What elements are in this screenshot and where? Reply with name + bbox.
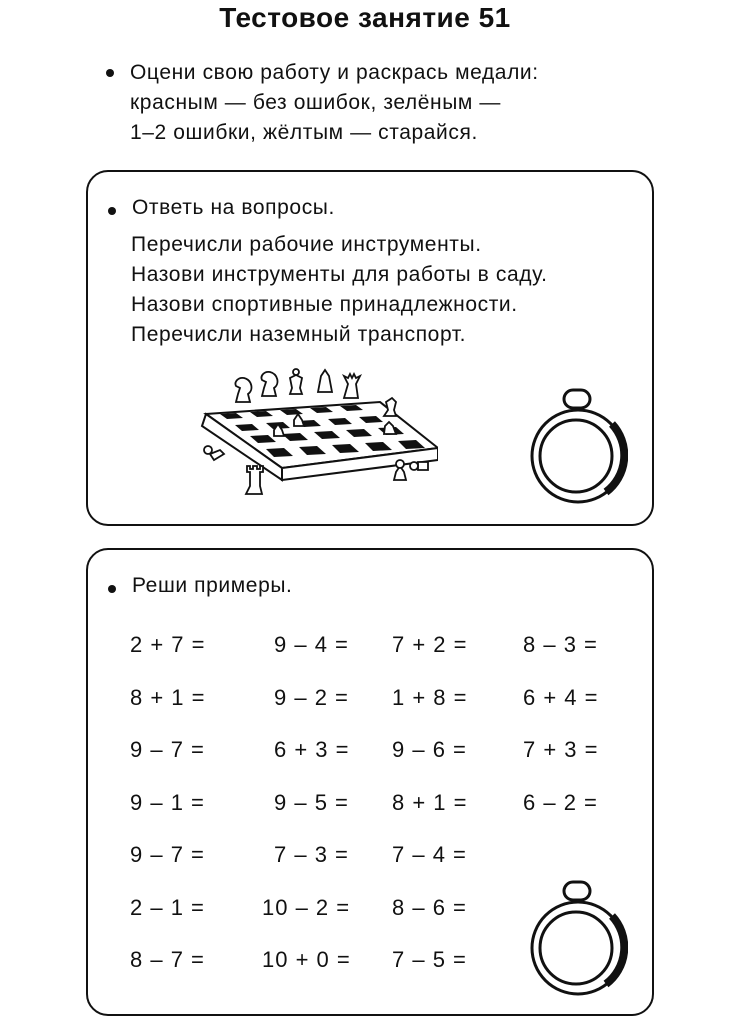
intro-instructions (106, 58, 539, 148)
question-item: Перечисли рабочие инструменты. (131, 233, 482, 256)
example-item: 6 + 3 = (274, 737, 350, 762)
chess-board-icon (198, 362, 438, 502)
example-item: 10 + 0 = (262, 947, 351, 972)
example-item: 8 – 7 = (130, 947, 205, 972)
example-item: 7 – 3 = (274, 842, 349, 867)
task-examples-box (86, 548, 654, 1016)
example-item: 7 + 2 = (392, 632, 468, 657)
question-item: Перечисли наземный транспорт. (131, 323, 467, 346)
example-item: 6 – 2 = (523, 790, 598, 815)
page-title: Тестовое занятие 51 (219, 2, 511, 33)
question-item: Назови инструменты для работы в саду. (131, 263, 548, 286)
example-item: 7 – 4 = (392, 842, 467, 867)
question-item: Назови спортивные принадлежности. (131, 293, 518, 316)
medal-icon (528, 388, 628, 506)
example-item: 8 – 3 = (523, 632, 598, 657)
example-item: 9 – 6 = (392, 737, 467, 762)
example-item: 10 – 2 = (262, 895, 351, 920)
example-item: 9 – 7 = (130, 842, 205, 867)
intro-line: красным — без ошибок, зелёным — (130, 91, 502, 114)
task-questions-box (86, 170, 654, 526)
task-examples-heading: Реши примеры. (108, 574, 292, 598)
intro-line: Оцени свою работу и раскрась медали: (106, 58, 539, 88)
questions-list (131, 230, 548, 350)
example-item: 9 – 1 = (130, 790, 205, 815)
example-item: 8 + 1 = (392, 790, 468, 815)
example-item: 2 – 1 = (130, 895, 205, 920)
example-item: 8 + 1 = (130, 685, 206, 710)
example-item: 9 – 4 = (274, 632, 349, 657)
example-item: 9 – 7 = (130, 737, 205, 762)
task-questions-heading: Ответь на вопросы. (108, 196, 335, 220)
example-item: 9 – 2 = (274, 685, 349, 710)
example-item: 7 – 5 = (392, 947, 467, 972)
example-item: 6 + 4 = (523, 685, 599, 710)
intro-line: 1–2 ошибки, жёлтым — старайся. (130, 121, 478, 144)
example-item: 8 – 6 = (392, 895, 467, 920)
example-item: 7 + 3 = (523, 737, 599, 762)
example-item: 9 – 5 = (274, 790, 349, 815)
example-item: 2 + 7 = (130, 632, 206, 657)
medal-icon (528, 880, 628, 998)
example-item: 1 + 8 = (392, 685, 468, 710)
